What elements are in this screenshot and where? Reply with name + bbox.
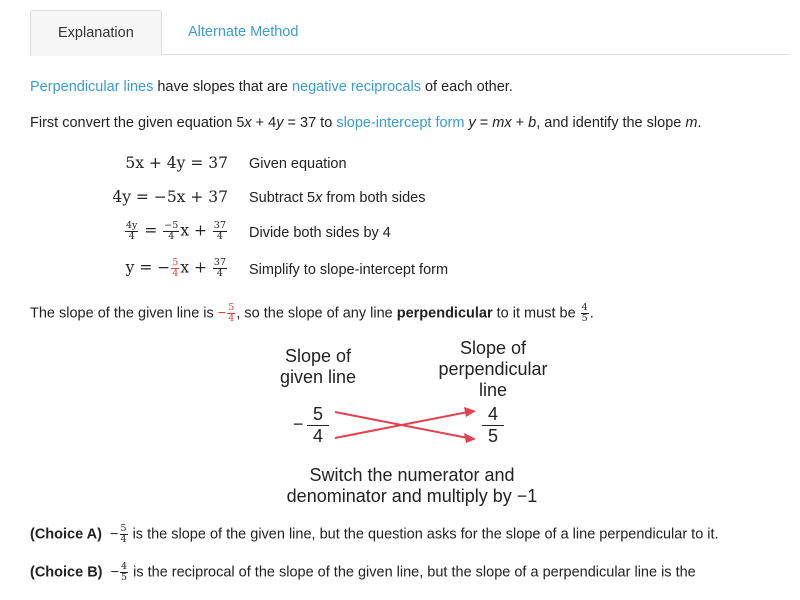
tab-explanation[interactable]: Explanation xyxy=(30,10,162,56)
slope-text-4: . xyxy=(589,305,594,322)
diagram-right-num: 4 xyxy=(482,404,504,426)
step-4-slope-fraction xyxy=(171,258,179,279)
tab-alternate-method[interactable]: Alternate Method xyxy=(188,24,299,40)
perp-slope-den: 5 xyxy=(581,313,588,324)
intro-text-2: of each other. xyxy=(420,79,513,95)
slope-sentence xyxy=(30,303,594,324)
convert-var-y: y xyxy=(276,115,284,131)
diagram-left-label-line1: Slope of xyxy=(284,346,352,366)
choice-a-neg: − xyxy=(110,526,119,543)
choice-b-num: 4 xyxy=(121,561,128,572)
choice-a-fraction xyxy=(120,524,128,545)
step-3-note: Divide both sides by 4 xyxy=(249,225,391,241)
step-4-xplus: x + xyxy=(180,258,207,277)
step-1-equation: 5x + 4y = 37 xyxy=(125,154,228,172)
negative-reciprocals-link[interactable]: negative reciprocals xyxy=(291,79,421,95)
convert-text-7: , and identify the slope xyxy=(536,115,686,131)
step-3-lhs-fraction xyxy=(125,221,138,242)
convert-text-6: + xyxy=(511,115,529,131)
choice-b-text: is the reciprocal of the slope of the given line, but the slope of a perpendicular line is the xyxy=(129,564,696,581)
arrowhead-upper xyxy=(464,407,476,417)
slope-text-2: , so the slope of any line xyxy=(236,305,397,322)
step-3-lhs-den: 4 xyxy=(128,231,135,242)
step-3-lhs-num: 4y xyxy=(126,220,138,231)
intro-sentence xyxy=(30,79,513,95)
choice-a-num: 5 xyxy=(120,523,127,534)
intro-text-1: have slopes that are xyxy=(153,79,292,95)
diagram-right-label xyxy=(418,338,568,401)
slope-text-1: The slope of the given line is xyxy=(30,305,218,322)
step-4-equation xyxy=(28,258,228,279)
crossing-arrows xyxy=(330,405,480,445)
step-3-eqsign: = xyxy=(144,221,158,240)
step-4-slope-den: 4 xyxy=(172,268,179,279)
step-3-frac2-num: 37 xyxy=(213,220,226,231)
convert-text-2: + 4 xyxy=(251,115,277,131)
step-4-intercept-num: 37 xyxy=(213,257,226,268)
given-slope-num: 5 xyxy=(228,302,235,313)
convert-var-m: m xyxy=(685,115,698,131)
step-4-intercept-den: 4 xyxy=(216,268,223,279)
choice-b-neg: − xyxy=(110,564,120,581)
diagram-right-den: 5 xyxy=(487,426,498,446)
step-2-equation: 4y = −5x + 37 xyxy=(112,188,228,206)
convert-text-1: First convert the given equation 5 xyxy=(30,115,245,131)
step-3-equation xyxy=(28,221,228,242)
step-2-note xyxy=(249,190,426,206)
diagram-left-num: 5 xyxy=(307,404,329,426)
step-2-note-var: x xyxy=(315,190,323,206)
step-4-note: Simplify to slope-intercept form xyxy=(249,262,449,278)
diagram-right-fraction xyxy=(482,404,504,447)
diagram-right-label-line2: perpendicular xyxy=(438,359,548,379)
given-slope-den: 4 xyxy=(228,313,235,324)
step-2-note-pre: Subtract 5 xyxy=(249,190,316,206)
step-4-lhs: y = − xyxy=(125,258,171,277)
step-3-frac1-num: −5 xyxy=(164,220,179,231)
diagram-left-label xyxy=(258,346,378,388)
diagram-right-label-line3: line xyxy=(478,380,508,400)
slope-neg-sign: − xyxy=(217,305,227,322)
convert-var-y2: y xyxy=(468,115,476,131)
perp-slope-num: 4 xyxy=(581,302,588,313)
diagram-caption-line2: denominator and multiply by −1 xyxy=(286,486,538,506)
step-3-frac2-den: 4 xyxy=(216,231,223,242)
choice-a-label: (Choice A) xyxy=(30,526,102,543)
convert-sentence xyxy=(30,115,701,131)
convert-var-mx: mx xyxy=(492,115,512,131)
choice-a-den: 4 xyxy=(120,534,127,545)
diagram-left-fraction xyxy=(307,404,329,447)
choice-a-text: is the slope of the given line, but the question asks for the slope of a line perpendicular to it. xyxy=(128,526,719,543)
diagram-left-label-line2: given line xyxy=(279,367,357,387)
step-2-note-post: from both sides xyxy=(322,190,426,206)
slope-text-3: to it must be xyxy=(492,305,580,322)
convert-var-x: x xyxy=(244,115,252,131)
diagram-caption-line1: Switch the numerator and xyxy=(309,465,515,485)
choice-b-explanation xyxy=(30,562,696,583)
convert-text-8: . xyxy=(697,115,702,131)
choice-b-label: (Choice B) xyxy=(30,564,103,581)
step-4-slope-num: 5 xyxy=(172,257,179,268)
step-3-frac2 xyxy=(213,221,227,242)
choice-b-den: 5 xyxy=(121,572,128,583)
choice-a-explanation xyxy=(30,524,719,545)
slope-intercept-form-link[interactable]: slope-intercept form xyxy=(336,115,465,131)
choice-b-fraction xyxy=(120,562,128,583)
convert-text-3: = 37 to xyxy=(283,115,337,131)
step-3-xplus: x + xyxy=(180,221,207,240)
perpendicular-slope-fraction xyxy=(581,303,589,324)
step-1-note: Given equation xyxy=(249,156,347,172)
diagram-right-label-line1: Slope of xyxy=(459,338,527,358)
convert-text-5: = xyxy=(475,115,493,131)
diagram-caption xyxy=(262,465,562,507)
step-3-frac1 xyxy=(163,221,179,242)
arrowhead-lower xyxy=(464,433,476,443)
diagram-left-sign: − xyxy=(293,414,304,434)
step-3-frac1-den: 4 xyxy=(168,231,175,242)
tab-bar xyxy=(30,10,790,55)
diagram-left-den: 4 xyxy=(312,426,323,446)
perpendicular-lines-link[interactable]: Perpendicular lines xyxy=(30,79,154,95)
given-slope-fraction xyxy=(227,303,235,324)
convert-var-b: b xyxy=(528,115,537,131)
slope-bold-perpendicular: perpendicular xyxy=(396,305,493,322)
step-4-intercept-fraction xyxy=(213,258,227,279)
